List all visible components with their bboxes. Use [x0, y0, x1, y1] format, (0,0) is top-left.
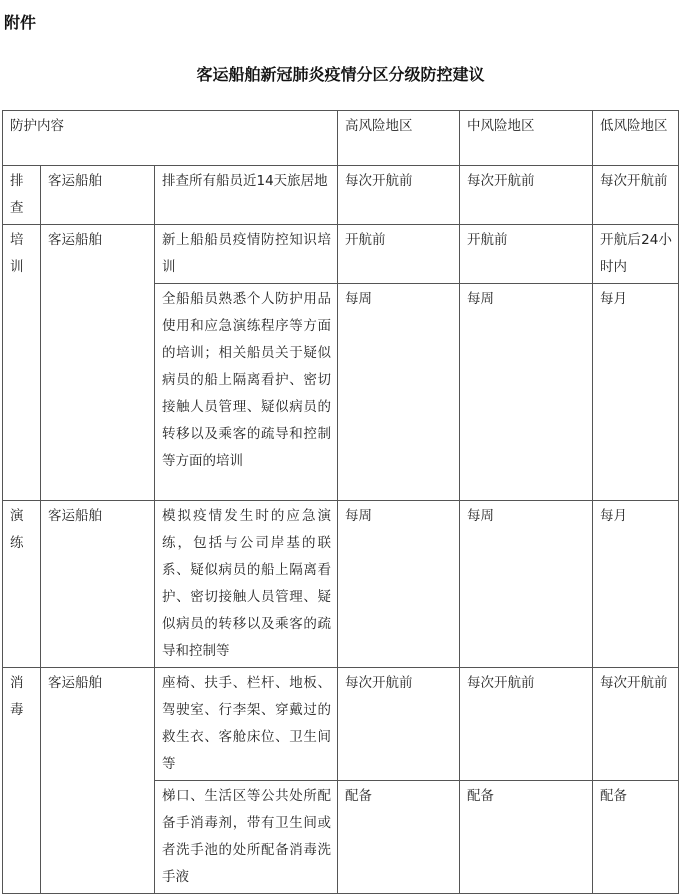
category-cell: 消毒 [3, 668, 41, 894]
table-row [3, 501, 679, 668]
table-row [3, 668, 679, 781]
measure-cell: 模拟疫情发生时的应急演练，包括与公司岸基的联系、疑似病员的船上隔离看护、密切接触人员管理、疑似病员的转移以及乘客的疏导和控制等 [155, 501, 338, 668]
measure-cell: 排查所有船员近14天旅居地 [155, 166, 338, 225]
measure-cell: 全船船员熟悉个人防护用品使用和应急演练程序等方面的培训；相关船员关于疑似病员的船上隔离看护、密切接触人员管理、疑似病员的转移以及乘客的疏导和控制等方面的培训 [155, 284, 338, 501]
table-row [3, 225, 679, 284]
header-medium-risk: 中风险地区 [460, 111, 593, 166]
low-risk-cell: 每月 [593, 501, 679, 668]
header-low-risk: 低风险地区 [593, 111, 679, 166]
measure-cell: 梯口、生活区等公共处所配备手消毒剂，带有卫生间或者洗手池的处所配备消毒洗手液 [155, 781, 338, 894]
attachment-label: 附件 [4, 13, 37, 32]
low-risk-cell: 配备 [593, 781, 679, 894]
measure-cell: 座椅、扶手、栏杆、地板、驾驶室、行李架、穿戴过的救生衣、客舱床位、卫生间等 [155, 668, 338, 781]
medium-risk-cell: 配备 [460, 781, 593, 894]
object-cell: 客运船舶 [41, 668, 155, 894]
medium-risk-cell: 每周 [460, 284, 593, 501]
medium-risk-cell: 开航前 [460, 225, 593, 284]
measure-cell: 新上船船员疫情防控知识培训 [155, 225, 338, 284]
medium-risk-cell: 每周 [460, 501, 593, 668]
high-risk-cell: 每次开航前 [338, 668, 460, 781]
high-risk-cell: 每周 [338, 284, 460, 501]
object-cell: 客运船舶 [41, 501, 155, 668]
low-risk-cell: 每次开航前 [593, 668, 679, 781]
high-risk-cell: 每次开航前 [338, 166, 460, 225]
low-risk-cell: 开航后24小时内 [593, 225, 679, 284]
low-risk-cell: 每月 [593, 284, 679, 501]
table-row [3, 166, 679, 225]
header-high-risk: 高风险地区 [338, 111, 460, 166]
high-risk-cell: 每周 [338, 501, 460, 668]
medium-risk-cell: 每次开航前 [460, 166, 593, 225]
category-cell: 培训 [3, 225, 41, 501]
header-protection-content: 防护内容 [3, 111, 338, 166]
object-cell: 客运船舶 [41, 166, 155, 225]
object-cell: 客运船舶 [41, 225, 155, 501]
low-risk-cell: 每次开航前 [593, 166, 679, 225]
document-title: 客运船舶新冠肺炎疫情分区分级防控建议 [196, 65, 485, 84]
prevention-table [2, 110, 679, 894]
medium-risk-cell: 每次开航前 [460, 668, 593, 781]
high-risk-cell: 开航前 [338, 225, 460, 284]
category-cell: 演练 [3, 501, 41, 668]
table-header-row [3, 111, 679, 166]
category-cell: 排查 [3, 166, 41, 225]
high-risk-cell: 配备 [338, 781, 460, 894]
